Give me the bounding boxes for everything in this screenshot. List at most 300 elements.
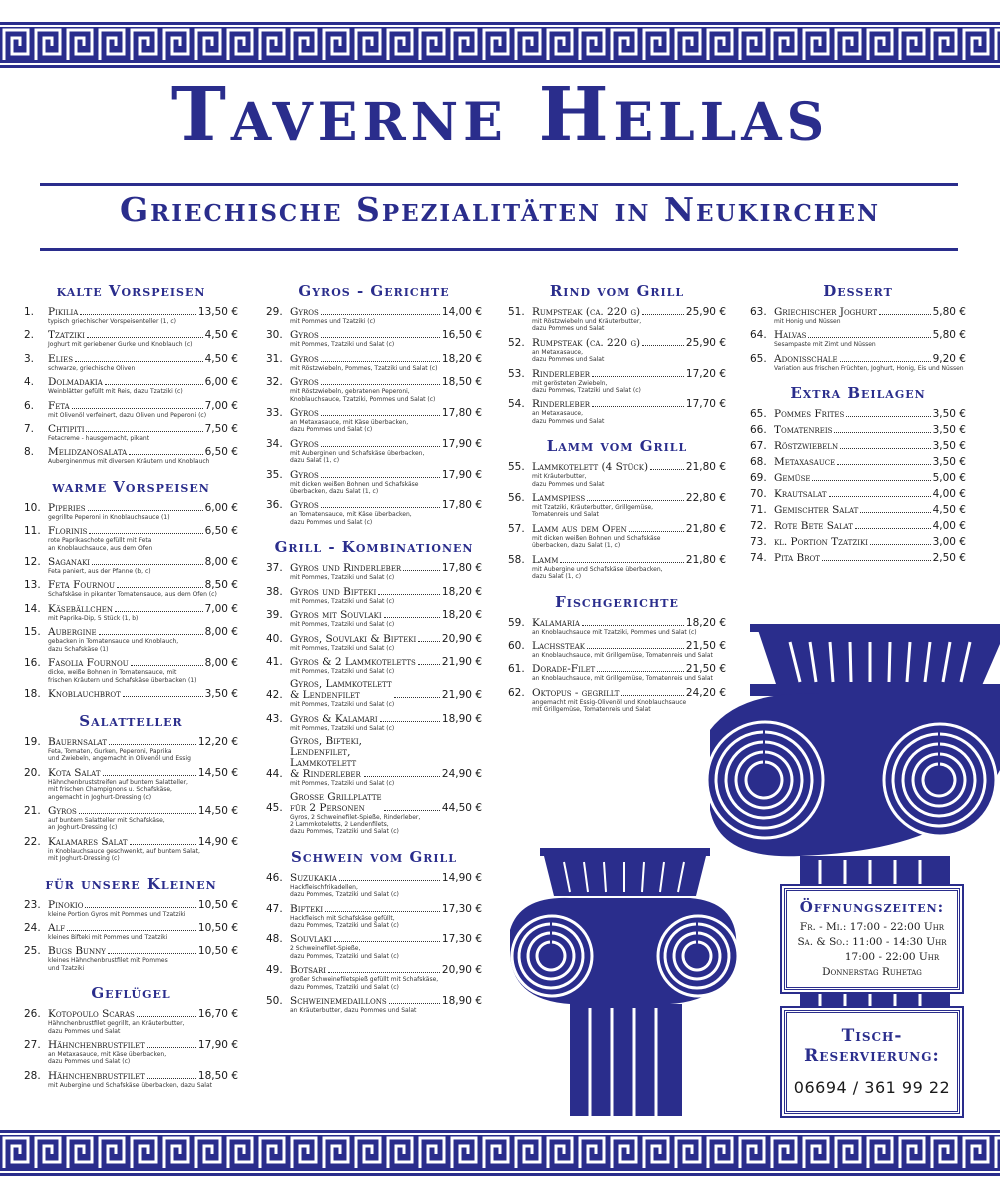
item-number: 13. — [24, 579, 41, 592]
item-price: 17,80 € — [441, 499, 482, 512]
reservation-title: Reservierung: — [804, 1046, 940, 1066]
dot-leader — [321, 384, 440, 385]
dot-leader — [384, 810, 440, 811]
item-number: 20. — [24, 766, 41, 779]
item-number: 51. — [508, 306, 525, 318]
item-price: 24,90 € — [441, 768, 482, 781]
item-description: Hähnchenbruststreifen auf buntem Salatteller, mit frischen Champignons u. Schafskäse, angemacht in Joghurt-Dressing (c) — [48, 778, 188, 801]
dot-leader — [650, 469, 684, 470]
menu-item-row — [750, 536, 966, 548]
menu-item-row — [508, 523, 726, 535]
item-number: 56. — [508, 492, 525, 505]
menu-item-row — [750, 552, 966, 564]
menu-item — [750, 424, 966, 436]
item-price: 4,00 € — [932, 488, 966, 501]
menu-item — [24, 1039, 238, 1066]
item-name: Pommes Frites — [774, 408, 845, 421]
item-price: 5,80 € — [932, 306, 966, 318]
item-description: an Knoblauchsauce, mit Grillgemüse, Tomatenreis und Salat — [532, 651, 713, 659]
dot-leader — [130, 844, 196, 845]
menu-item-row — [266, 964, 482, 976]
item-name: Elies — [48, 352, 73, 365]
dot-leader — [117, 587, 203, 588]
item-description: mit Pommes, Tzatziki und Salat (c) — [290, 574, 395, 582]
item-price: 18,90 € — [441, 712, 482, 725]
menu-item-row — [24, 525, 238, 537]
menu-item — [266, 679, 482, 708]
item-number: 2. — [24, 329, 35, 342]
item-number: 67. — [750, 440, 767, 453]
item-price: 17,30 € — [441, 933, 482, 946]
item-name: Pikilia — [48, 306, 79, 318]
item-price: 21,90 € — [441, 689, 482, 702]
item-number: 35. — [266, 468, 283, 481]
dot-leader — [99, 634, 203, 635]
item-number: 38. — [266, 585, 283, 598]
item-name: Lammspiess — [532, 492, 586, 505]
dot-leader — [378, 594, 440, 595]
item-name: Souvlaki — [290, 933, 332, 946]
item-number: 25. — [24, 945, 41, 958]
item-description: Feta, Tomaten, Gurken, Peperoni, Paprika und Zwiebeln, angemacht in Olivenöl und Essig — [48, 747, 191, 763]
menu-item — [24, 502, 238, 521]
page-title: Taverne Hellas — [170, 72, 830, 158]
item-number: 19. — [24, 735, 41, 748]
item-description: mit Aubergine und Schafskäse überbacken, dazu Salat — [48, 1081, 212, 1089]
item-name: Suzukakia — [290, 871, 337, 884]
section-heading: warme Vorspeisen — [52, 477, 210, 496]
title-rule-bottom — [40, 248, 958, 251]
menu-item-row — [508, 368, 726, 380]
menu-section — [750, 384, 966, 564]
item-description: mit Röstzwiebeln und Kräuterbutter, dazu Pommes und Salat — [532, 318, 642, 333]
menu-item-row — [750, 488, 966, 500]
menu-item — [24, 423, 238, 442]
item-price: 17,90 € — [441, 437, 482, 450]
item-name: Dorade-Filet — [532, 663, 596, 676]
dot-leader — [642, 314, 684, 315]
menu-item-row — [266, 586, 482, 598]
menu-section — [24, 282, 238, 466]
item-number: 14. — [24, 602, 41, 615]
menu-item-row — [750, 472, 966, 484]
reservation-box — [780, 1006, 964, 1118]
opening-hours-line: Fr. - Mi.: 17:00 - 22:00 Uhr — [799, 921, 945, 933]
menu-item — [750, 472, 966, 484]
dot-leader — [870, 544, 931, 545]
item-price: 4,00 € — [932, 520, 966, 533]
dot-leader — [123, 696, 203, 697]
dot-leader — [837, 464, 930, 465]
dot-leader — [829, 496, 931, 497]
menu-item-row — [24, 400, 238, 412]
item-name: Gyros, Souvlaki & Bifteki — [290, 632, 417, 645]
item-name: Aubergine — [48, 626, 97, 639]
opening-hours-line: 17:00 - 22:00 Uhr — [844, 951, 940, 963]
menu-item — [266, 736, 482, 787]
item-price: 13,50 € — [197, 306, 238, 318]
item-price: 5,00 € — [932, 472, 966, 485]
item-description: in Knoblauchsauce geschwenkt, auf buntem Salat, mit Joghurt-Dressing (c) — [48, 847, 200, 863]
item-description: großer Schweinefiletspieß gefüllt mit Schafskäse, dazu Pommes, Tzatziki und Salat (c) — [290, 976, 439, 991]
menu-item-row — [266, 872, 482, 884]
menu-section — [266, 848, 482, 1015]
item-name: Alf — [48, 921, 66, 934]
item-name: Bugs Bunny — [48, 945, 106, 958]
dot-leader — [321, 361, 440, 362]
item-number: 60. — [508, 639, 525, 652]
item-price: 12,20 € — [197, 735, 238, 748]
menu-item-row — [266, 353, 482, 365]
menu-item — [24, 736, 238, 763]
dot-leader — [592, 376, 684, 377]
item-name: Käsebällchen — [48, 602, 113, 615]
dot-leader — [339, 880, 440, 881]
item-number: 46. — [266, 871, 283, 884]
item-name: Kota Salat — [48, 766, 101, 779]
item-number: 32. — [266, 376, 283, 389]
item-number: 30. — [266, 329, 283, 342]
item-description: Joghurt mit geriebener Gurke und Knoblauch (c) — [48, 341, 193, 349]
menu-item-row — [266, 609, 482, 621]
menu-item-row — [750, 329, 966, 341]
greek-key-border-bottom — [0, 1130, 1000, 1176]
menu-item — [24, 688, 238, 700]
dot-leader — [560, 562, 684, 563]
dot-leader — [860, 512, 930, 513]
menu-item-row — [266, 679, 482, 701]
item-number: 41. — [266, 655, 283, 668]
dot-leader — [384, 617, 440, 618]
menu-item-row — [266, 903, 482, 915]
item-description: mit gerösteten Zwiebeln, dazu Pommes, Tzatziki und Salat (c) — [532, 379, 641, 395]
dot-leader — [115, 611, 203, 612]
dot-leader — [75, 361, 203, 362]
item-number: 45. — [266, 801, 283, 814]
item-price: 8,50 € — [204, 579, 238, 592]
reservation-title: Tisch- — [841, 1026, 903, 1046]
item-price: 2,50 € — [932, 552, 966, 565]
item-number: 3. — [24, 352, 35, 365]
item-price: 17,90 € — [441, 468, 482, 481]
item-price: 20,90 € — [441, 964, 482, 977]
dot-leader — [403, 570, 440, 571]
menu-item — [266, 964, 482, 991]
menu-item — [266, 609, 482, 628]
menu-item — [508, 368, 726, 395]
item-name: Gyros und Bifteki — [290, 585, 377, 598]
menu-item-row — [24, 1039, 238, 1051]
item-name: Röstzwiebeln — [774, 440, 839, 453]
dot-leader — [808, 337, 930, 338]
dot-leader — [629, 531, 684, 532]
item-description: mit Pommes, Tzatziki und Salat (c) — [290, 701, 395, 709]
menu-item — [24, 556, 238, 575]
menu-column-1 — [24, 282, 238, 1101]
item-number: 74. — [750, 552, 767, 565]
item-name: Rinderleber — [532, 398, 591, 411]
menu-item-row — [750, 440, 966, 452]
dot-leader — [855, 528, 931, 529]
item-price: 17,20 € — [685, 367, 726, 380]
item-description: auf buntem Salatteller mit Schafskäse, an Joghurt-Dressing (c) — [48, 816, 165, 832]
menu-item-row — [266, 376, 482, 388]
item-number: 65. — [750, 408, 767, 421]
item-number: 64. — [750, 329, 767, 342]
section-heading: kalte Vorspeisen — [56, 282, 206, 300]
item-price: 8,00 € — [204, 626, 238, 639]
item-description: rote Paprikaschote gefüllt mit Feta an Knoblauchsauce, aus dem Ofen — [48, 537, 153, 552]
item-description: kleines Bifteki mit Pommes und Tzatziki — [48, 933, 168, 941]
dot-leader — [87, 337, 203, 338]
item-name: Pinokio — [48, 898, 84, 911]
dot-leader — [108, 953, 196, 954]
item-name: Gyros — [290, 376, 319, 389]
item-number: 72. — [750, 520, 767, 533]
dot-leader — [137, 1016, 196, 1017]
menu-section — [508, 282, 726, 425]
item-description: mit Pommes, Tzatziki und Salat (c) — [290, 667, 395, 675]
dot-leader — [822, 560, 931, 561]
item-price: 14,00 € — [441, 306, 482, 318]
menu-item-row — [750, 353, 966, 365]
dot-leader — [89, 533, 202, 534]
item-name: kl. Portion Tzatziki — [774, 536, 868, 549]
item-description: mit Pommes und Tzatziki (c) — [290, 318, 376, 325]
dot-leader — [321, 415, 440, 416]
item-number: 37. — [266, 562, 283, 575]
dot-leader — [103, 775, 196, 776]
dot-leader — [85, 907, 195, 908]
phone-number[interactable]: 06694 / 361 99 22 — [793, 1078, 951, 1097]
menu-item — [750, 504, 966, 516]
item-number: 12. — [24, 556, 41, 569]
menu-item — [266, 995, 482, 1014]
item-description: mit Pommes, Tzatziki und Salat (c) — [290, 780, 395, 788]
item-description: mit Olivenöl verfeinert, dazu Oliven und Peperoni (c) — [48, 411, 207, 419]
item-price: 3,00 € — [932, 536, 966, 549]
menu-item-row — [266, 792, 482, 814]
item-name: Saganaki — [48, 556, 91, 569]
section-heading: Lamm vom Grill — [546, 437, 688, 456]
menu-item — [24, 767, 238, 801]
item-price: 14,50 € — [197, 766, 238, 779]
item-description: mit Röstzwiebeln, gebratenen Peperoni, Knoblauchsauce, Tzatziki, Pommes und Salat (c) — [290, 388, 436, 403]
item-description: an Metaxasauce, mit Käse überbacken, dazu Pommes und Salat (c) — [290, 419, 409, 434]
meander-pattern — [0, 22, 1000, 68]
item-description: Fetacreme - hausgemacht, pikant — [48, 435, 150, 443]
menu-item-row — [24, 657, 238, 669]
menu-item — [24, 626, 238, 653]
item-name: Kalamares Salat — [48, 835, 128, 848]
item-name: Gyros, Bifteki, Lendenfilet, Lammkotelett & Rinderleber — [290, 735, 362, 781]
item-price: 4,50 € — [204, 352, 238, 365]
dot-leader — [418, 664, 440, 665]
menu-item — [24, 329, 238, 348]
item-name: Gyros — [290, 306, 319, 318]
menu-item-row — [266, 736, 482, 780]
menu-item-row — [24, 353, 238, 365]
item-number: 66. — [750, 424, 767, 437]
item-price: 20,90 € — [441, 632, 482, 645]
menu-item — [266, 353, 482, 372]
item-number: 47. — [266, 902, 283, 915]
menu-item — [266, 656, 482, 675]
item-name: Rinderleber — [532, 367, 591, 380]
menu-item-row — [24, 306, 238, 318]
menu-item — [750, 488, 966, 500]
menu-item-row — [266, 469, 482, 481]
item-number: 61. — [508, 663, 525, 676]
item-name: Rote Bete Salat — [774, 520, 853, 533]
dot-leader — [79, 813, 196, 814]
menu-item — [24, 353, 238, 372]
item-name: Fasolia Fournou — [48, 657, 129, 670]
item-number: 21. — [24, 804, 41, 817]
dot-leader — [394, 697, 440, 698]
item-price: 17,80 € — [441, 562, 482, 575]
dot-leader — [67, 930, 196, 931]
menu-item — [24, 579, 238, 598]
item-number: 15. — [24, 626, 41, 639]
menu-item — [508, 523, 726, 550]
menu-item — [750, 520, 966, 532]
item-description: mit Pommes, Tzatziki und Salat (c) — [290, 341, 395, 349]
dot-leader — [321, 314, 440, 315]
menu-item-row — [24, 1070, 238, 1082]
menu-item-row — [508, 461, 726, 473]
menu-item — [508, 306, 726, 333]
item-number: 29. — [266, 306, 283, 318]
dot-leader — [418, 641, 440, 642]
menu-item-row — [24, 899, 238, 911]
item-description: mit Pommes, Tzatziki und Salat (c) — [290, 621, 395, 629]
item-description: typisch griechischer Vorspeisenteller (1, c) — [48, 318, 176, 325]
item-name: Gyros — [290, 407, 319, 420]
item-description: an Metaxasauce, mit Käse überbacken, dazu Pommes und Salat (c) — [48, 1051, 167, 1066]
menu-item — [24, 400, 238, 419]
item-number: 11. — [24, 525, 41, 538]
item-description: dicke, weiße Bohnen in Tomatensauce, mit frischen Kräutern und Schafskäse überbacken (1) — [48, 669, 197, 684]
dot-leader — [321, 446, 440, 447]
item-description: mit Kräuterbutter, dazu Pommes und Salat — [532, 473, 605, 488]
item-name: Feta Fournou — [48, 579, 116, 592]
dot-leader — [80, 314, 196, 315]
dot-leader — [109, 744, 196, 745]
menu-item — [266, 329, 482, 348]
item-number: 48. — [266, 933, 283, 946]
item-description: an Tomatensauce, mit Käse überbacken, dazu Pommes und Salat (c) — [290, 511, 412, 526]
menu-item-row — [24, 922, 238, 934]
menu-item-row — [266, 562, 482, 574]
menu-item-row — [750, 408, 966, 420]
item-name: Feta — [48, 399, 70, 412]
item-price: 16,70 € — [197, 1008, 238, 1021]
menu-section — [266, 282, 482, 526]
menu-item — [266, 713, 482, 732]
menu-item — [266, 376, 482, 403]
item-price: 21,80 € — [685, 553, 726, 566]
menu-item — [24, 657, 238, 684]
item-name: Gyros — [290, 437, 319, 450]
dot-leader — [840, 448, 931, 449]
item-price: 18,20 € — [441, 585, 482, 598]
item-price: 21,80 € — [685, 522, 726, 535]
item-name: Grosse Grillplatte für 2 Personen — [290, 790, 382, 814]
item-number: 18. — [24, 687, 41, 700]
item-price: 24,20 € — [685, 686, 726, 699]
item-name: Gemüse — [774, 472, 811, 485]
dot-leader — [879, 314, 931, 315]
item-name: Gyros — [290, 468, 319, 481]
item-description: mit Pommes, Tzatziki und Salat (c) — [290, 644, 395, 652]
item-name: Gyros & Kalamari — [290, 712, 378, 725]
item-description: Auberginenmus mit diversen Kräutern und Knoblauch — [48, 458, 210, 466]
menu-item-row — [24, 502, 238, 514]
menu-section — [266, 538, 482, 835]
menu-item — [24, 376, 238, 395]
item-description: Hackfleisch mit Schafskäse gefüllt, dazu Pommes, Tzatziki und Salat (c) — [290, 914, 399, 929]
menu-item — [266, 633, 482, 652]
item-price: 3,50 € — [932, 456, 966, 469]
menu-item-row — [24, 736, 238, 748]
item-number: 10. — [24, 501, 41, 514]
item-name: Lachssteak — [532, 639, 586, 652]
item-price: 7,00 € — [204, 602, 238, 615]
item-number: 70. — [750, 488, 767, 501]
item-name: Tomatenreis — [774, 424, 833, 437]
section-heading: Grill - Kombinationen — [274, 538, 474, 557]
item-price: 18,90 € — [441, 995, 482, 1007]
item-name: Halvas — [774, 329, 807, 342]
item-description: an Metaxasauce, dazu Pommes und Salat — [532, 410, 605, 425]
item-number: 63. — [750, 306, 767, 318]
item-price: 10,50 € — [197, 945, 238, 958]
dot-leader — [389, 1003, 440, 1004]
item-price: 10,50 € — [197, 921, 238, 934]
dot-leader — [147, 1047, 196, 1048]
item-description: mit dicken weißen Bohnen und Schafskäse überbacken, dazu Salat (1, c) — [532, 534, 661, 550]
item-number: 7. — [24, 423, 35, 436]
item-name: Krautsalat — [774, 488, 827, 501]
opening-hours-line: Sa. & So.: 11:00 - 14:30 Uhr — [797, 936, 947, 948]
item-description: mit Aubergine und Schafskäse überbacken, dazu Salat (1, c) — [532, 565, 663, 581]
item-description: gegrillte Peperoni in Knoblauchsauce (1) — [48, 513, 170, 521]
dot-leader — [834, 432, 930, 433]
page-subtitle: Griechische Spezialitäten in Neukirchen — [119, 190, 881, 229]
dot-leader — [325, 911, 440, 912]
item-description: Feta paniert, aus der Pfanne (b, c) — [48, 568, 151, 576]
item-number: 55. — [508, 461, 525, 474]
dot-leader — [592, 406, 684, 407]
item-number: 59. — [508, 616, 525, 629]
menu-item — [266, 792, 482, 836]
item-number: 68. — [750, 456, 767, 469]
item-number: 50. — [266, 995, 283, 1007]
item-name: Gyros, Lammkotelett & Lendenfilet — [290, 678, 392, 702]
menu-item-row — [508, 492, 726, 504]
item-description: an Knoblauchsauce, mit Grillgemüse, Tomatenreis und Salat — [532, 675, 713, 683]
menu-item — [508, 554, 726, 581]
item-price: 6,50 € — [204, 525, 238, 538]
menu-item-row — [24, 626, 238, 638]
item-description: mit Tzatziki, Kräuterbutter, Grillgemüse, Tomatenreis und Salat — [532, 504, 654, 519]
menu-section — [24, 984, 238, 1089]
menu-item — [24, 603, 238, 622]
item-description: Hähnchenbrustfilet gegrillt, an Kräuterbutter, dazu Pommes und Salat — [48, 1020, 185, 1035]
menu-item-row — [266, 438, 482, 450]
menu-item — [750, 536, 966, 548]
